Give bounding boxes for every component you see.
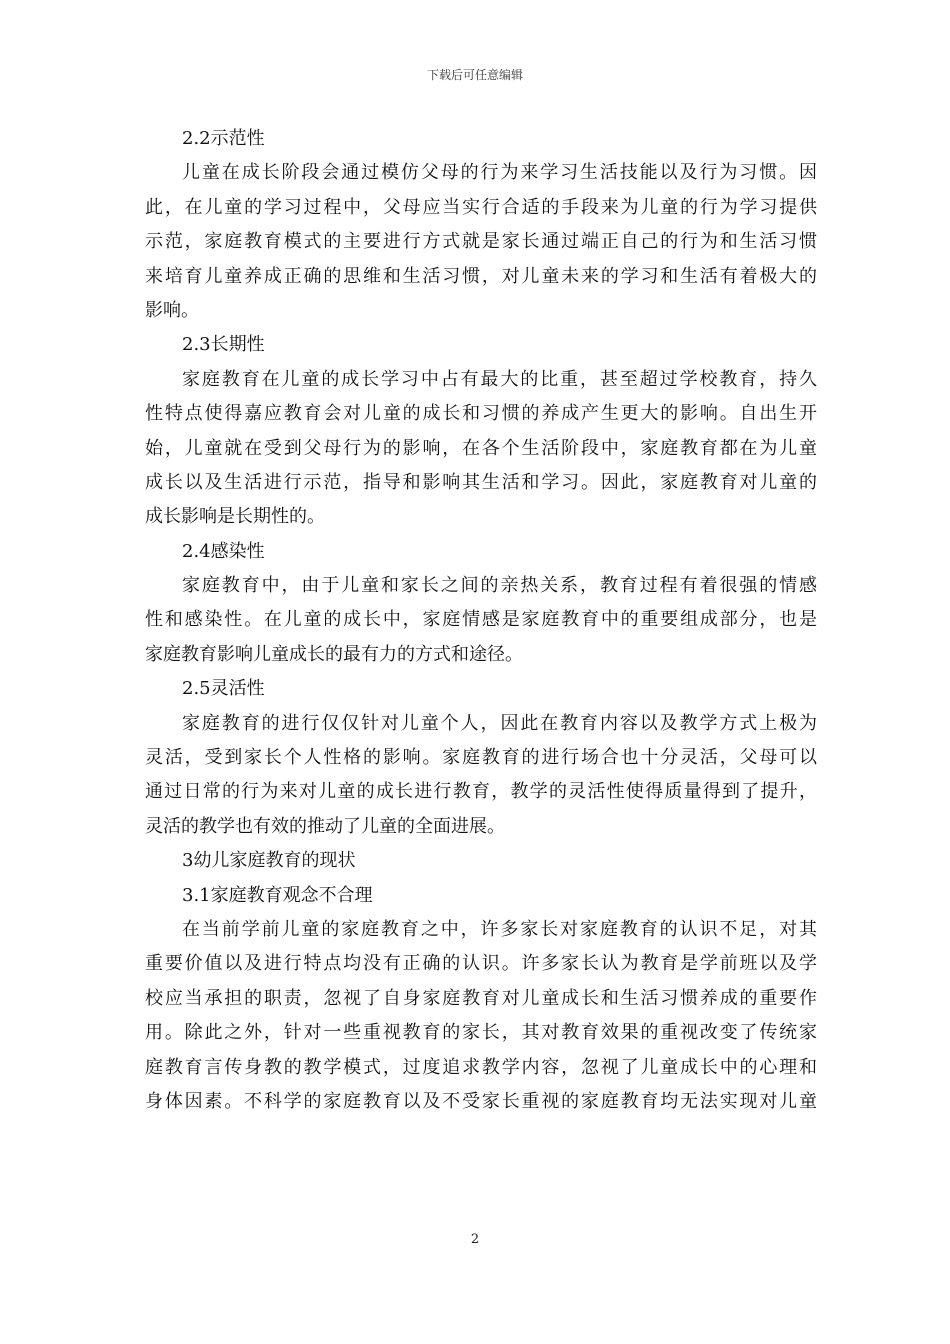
- text-line: 2.4感染性: [182, 540, 265, 562]
- text-line: 成长影响是长期性的。: [145, 506, 325, 528]
- text-line: 儿童在成长阶段会通过模仿父母的行为来学习生活技能以及行为习惯。因: [182, 162, 817, 184]
- text-line: 庭教育言传身教的教学模式，过度追求教学内容，忽视了儿童成长中的心理和: [145, 1056, 817, 1078]
- text-line: 成长以及生活进行示范，指导和影响其生活和学习。因此，家庭教育对儿童的: [145, 471, 817, 493]
- document-body: [145, 122, 817, 1119]
- text-line: 始，儿童就在受到父母行为的影响，在各个生活阶段中，家庭教育都在为儿童: [145, 437, 817, 459]
- text-line: 2.5灵活性: [182, 678, 265, 700]
- text-line: 重要价值以及进行特点均没有正确的认识。许多家长认为教育是学前班以及学: [145, 953, 817, 975]
- text-line: 身体因素。不科学的家庭教育以及不受家长重视的家庭教育均无法实现对儿童: [145, 1090, 817, 1112]
- text-line: 家庭教育在儿童的成长学习中占有最大的比重，甚至超过学校教育，持久: [182, 368, 817, 390]
- text-line: 此，在儿童的学习过程中，父母应当实行合适的手段来为儿童的行为学习提供: [145, 196, 817, 218]
- text-line: 家庭教育的进行仅仅针对儿童个人，因此在教育内容以及教学方式上极为: [182, 712, 817, 734]
- text-line: 3.1家庭教育观念不合理: [182, 884, 373, 906]
- text-line: 通过日常的行为来对儿童的成长进行教育，教学的灵活性使得质量得到了提升，: [145, 781, 817, 803]
- page-header: 下载后可任意编辑: [426, 68, 523, 82]
- text-line: 来培育儿童养成正确的思维和生活习惯，对儿童未来的学习和生活有着极大的: [145, 265, 817, 287]
- text-line: 校应当承担的职责，忽视了自身家庭教育对儿童成长和生活习惯养成的重要作: [145, 987, 817, 1009]
- page-number: 2: [470, 1232, 480, 1247]
- text-line: 在当前学前儿童的家庭教育之中，许多家长对家庭教育的认识不足，对其: [182, 918, 817, 940]
- text-line: 用。除此之外，针对一些重视教育的家长，其对教育效果的重视改变了传统家: [145, 1022, 817, 1044]
- text-line: 灵活，受到家长个人性格的影响。家庭教育的进行场合也十分灵活，父母可以: [145, 747, 817, 769]
- text-line: 示范，家庭教育模式的主要进行方式就是家长通过端正自己的行为和生活习惯: [145, 231, 817, 253]
- text-line: 2.2示范性: [182, 128, 265, 149]
- text-line: 灵活的教学也有效的推动了儿童的全面进展。: [145, 815, 505, 837]
- text-line: 家庭教育中，由于儿童和家长之间的亲热关系，教育过程有着很强的情感: [182, 575, 817, 597]
- text-line: 性特点使得嘉应教育会对儿童的成长和习惯的养成产生更大的影响。自出生开: [145, 403, 817, 425]
- text-line: 3幼儿家庭教育的现状: [182, 850, 356, 872]
- text-line: 2.3长期性: [182, 334, 265, 356]
- text-line: 家庭教育影响儿童成长的最有力的方式和途径。: [145, 643, 523, 665]
- text-line: 影响。: [145, 299, 199, 321]
- text-line: 性和感染性。在儿童的成长中，家庭情感是家庭教育中的重要组成部分，也是: [145, 609, 817, 631]
